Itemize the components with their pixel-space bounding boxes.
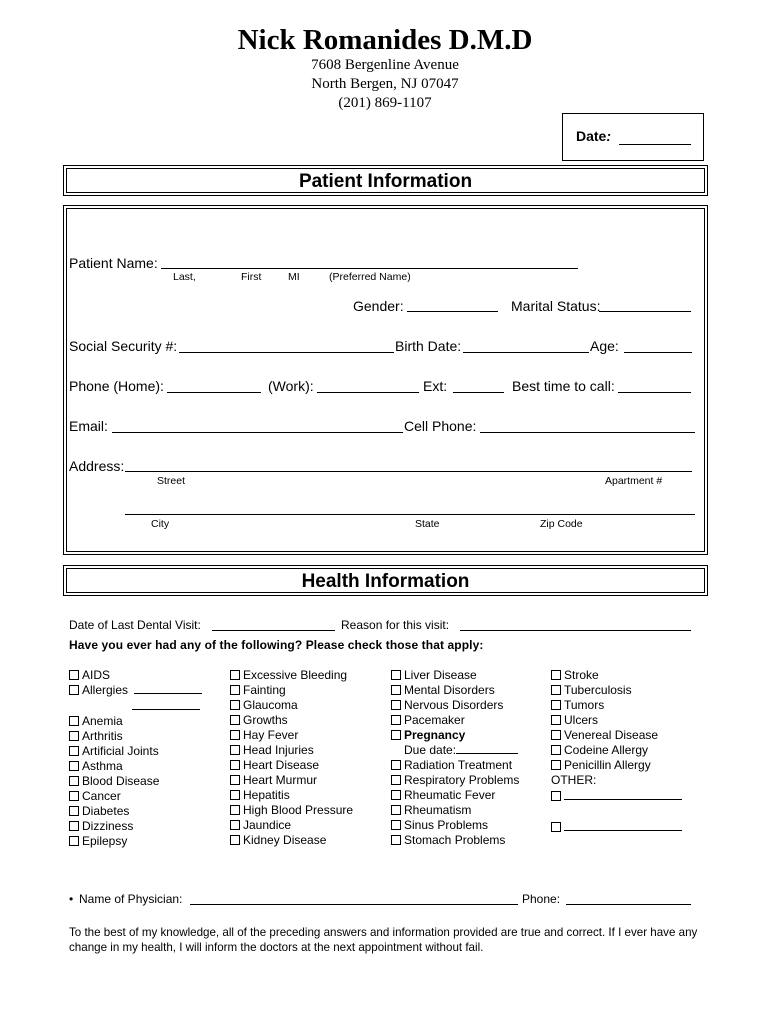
patient-name-label: Patient Name: <box>69 255 158 271</box>
checkbox-icon[interactable] <box>551 685 561 695</box>
condition-tumors[interactable]: Tumors <box>551 698 682 713</box>
sub-label-street: Street <box>157 475 186 487</box>
checkbox-icon[interactable] <box>551 730 561 740</box>
phone-home-field[interactable] <box>167 392 261 393</box>
checkbox-icon[interactable] <box>230 775 240 785</box>
condition-glaucoma[interactable]: Glaucoma <box>230 698 353 713</box>
conditions-col-4 <box>551 668 682 835</box>
sub-label-city: City <box>151 518 170 530</box>
best-time-label: Best time to call: <box>512 378 615 394</box>
marital-status-label: Marital Status: <box>511 298 601 314</box>
condition-heart-murmur[interactable]: Heart Murmur <box>230 773 353 788</box>
sub-label-state: State <box>415 518 440 530</box>
condition-pacemaker[interactable]: Pacemaker <box>391 713 519 728</box>
gender-label: Gender: <box>353 298 404 314</box>
checkbox-icon[interactable] <box>391 790 401 800</box>
condition-rheumatic-fever[interactable]: Rheumatic Fever <box>391 788 519 803</box>
reason-field[interactable] <box>460 630 691 631</box>
checkbox-icon[interactable] <box>391 685 401 695</box>
address-label: Address: <box>69 458 125 474</box>
condition-growths[interactable]: Growths <box>230 713 353 728</box>
condition-venereal-disease[interactable]: Venereal Disease <box>551 728 682 743</box>
other-field-2[interactable] <box>564 819 682 831</box>
checkbox-icon[interactable] <box>69 746 79 756</box>
checkbox-icon[interactable] <box>391 760 401 770</box>
condition-diabetes[interactable]: Diabetes <box>69 804 202 819</box>
phone-home-label: Phone (Home): <box>69 378 164 394</box>
other-condition-1[interactable] <box>551 788 682 804</box>
sub-label-zip: Zip Code <box>540 518 583 530</box>
checkbox-icon[interactable] <box>551 791 561 801</box>
condition-radiation-treatment[interactable]: Radiation Treatment <box>391 758 519 773</box>
condition-penicillin-allergy[interactable]: Penicillin Allergy <box>551 758 682 773</box>
checkbox-icon[interactable] <box>551 745 561 755</box>
checkbox-icon[interactable] <box>230 700 240 710</box>
checkbox-icon[interactable] <box>551 822 561 832</box>
condition-rheumatism[interactable]: Rheumatism <box>391 803 519 818</box>
checkbox-icon[interactable] <box>391 805 401 815</box>
physician-field[interactable] <box>190 904 518 905</box>
condition-hay-fever[interactable]: Hay Fever <box>230 728 353 743</box>
checkbox-icon[interactable] <box>69 791 79 801</box>
other-field-1[interactable] <box>564 788 682 800</box>
condition-asthma[interactable]: Asthma <box>69 759 202 774</box>
condition-arthritis[interactable]: Arthritis <box>69 729 202 744</box>
checkbox-icon[interactable] <box>391 730 401 740</box>
checkbox-icon[interactable] <box>230 760 240 770</box>
checkbox-icon[interactable] <box>391 715 401 725</box>
checkbox-icon[interactable] <box>391 775 401 785</box>
spacer <box>551 804 682 819</box>
checkbox-icon[interactable] <box>69 836 79 846</box>
age-field[interactable] <box>624 352 692 353</box>
condition-nervous-disorders[interactable]: Nervous Disorders <box>391 698 519 713</box>
condition-aids[interactable]: AIDS <box>69 668 202 683</box>
last-visit-label: Date of Last Dental Visit: <box>69 618 201 632</box>
cell-phone-label: Cell Phone: <box>404 418 477 434</box>
city-state-zip-field[interactable] <box>125 514 695 515</box>
condition-fainting[interactable]: Fainting <box>230 683 353 698</box>
email-field[interactable] <box>112 432 403 433</box>
physician-phone-label: Phone: <box>522 892 561 906</box>
email-label: Email: <box>69 418 108 434</box>
date-label: Date: <box>576 128 612 144</box>
condition-sinus-problems[interactable]: Sinus Problems <box>391 818 519 833</box>
sub-label-mi: MI <box>288 271 300 283</box>
checkbox-icon[interactable] <box>69 776 79 786</box>
ext-field[interactable] <box>453 392 504 393</box>
conditions-col-2 <box>230 668 353 848</box>
checkbox-icon[interactable] <box>230 670 240 680</box>
phone-work-label: (Work): <box>268 378 314 394</box>
checkbox-icon[interactable] <box>230 685 240 695</box>
checkbox-icon[interactable] <box>551 700 561 710</box>
checkbox-icon[interactable] <box>230 730 240 740</box>
condition-pregnancy[interactable]: Pregnancy <box>391 728 519 743</box>
condition-kidney-disease[interactable]: Kidney Disease <box>230 833 353 848</box>
sub-label-apartment: Apartment # <box>605 475 663 487</box>
date-box <box>562 113 704 161</box>
checkbox-icon[interactable] <box>230 790 240 800</box>
condition-stomach-problems[interactable]: Stomach Problems <box>391 833 519 848</box>
condition-dizziness[interactable]: Dizziness <box>69 819 202 834</box>
condition-mental-disorders[interactable]: Mental Disorders <box>391 683 519 698</box>
age-label: Age: <box>590 338 619 354</box>
phone-work-field[interactable] <box>317 392 419 393</box>
ssn-label: Social Security #: <box>69 338 178 354</box>
other-condition-2[interactable] <box>551 819 682 835</box>
condition-allergies[interactable]: Allergies <box>69 683 202 698</box>
address-line-1: 7608 Bergenline Avenue <box>311 57 459 73</box>
checkbox-icon[interactable] <box>391 670 401 680</box>
marital-status-field[interactable] <box>599 311 691 312</box>
allergies-field-2[interactable] <box>132 698 200 710</box>
checkbox-icon[interactable] <box>230 805 240 815</box>
conditions-question: Have you ever had any of the following? Please check those that apply: <box>69 638 484 652</box>
checkbox-icon[interactable] <box>69 806 79 816</box>
conditions-col-1 <box>69 668 202 849</box>
ssn-field[interactable] <box>179 352 394 353</box>
checkbox-icon[interactable] <box>69 821 79 831</box>
condition-blood-disease[interactable]: Blood Disease <box>69 774 202 789</box>
checkbox-icon[interactable] <box>551 715 561 725</box>
physician-label: Name of Physician: <box>79 892 183 906</box>
birth-date-label: Birth Date: <box>395 338 462 354</box>
patient-name-field[interactable] <box>161 268 578 269</box>
due-date-field[interactable] <box>456 753 518 754</box>
birth-date-field[interactable] <box>463 352 589 353</box>
condition-cancer[interactable]: Cancer <box>69 789 202 804</box>
condition-tuberculosis[interactable]: Tuberculosis <box>551 683 682 698</box>
checkbox-icon[interactable] <box>391 820 401 830</box>
condition-stroke[interactable]: Stroke <box>551 668 682 683</box>
condition-head-injuries[interactable]: Head Injuries <box>230 743 353 758</box>
checkbox-icon[interactable] <box>69 685 79 695</box>
address-line-2: North Bergen, NJ 07047 <box>311 76 459 92</box>
checkbox-icon[interactable] <box>69 670 79 680</box>
condition-codeine-allergy[interactable]: Codeine Allergy <box>551 743 682 758</box>
bullet-icon: • <box>69 892 74 906</box>
conditions-col-3 <box>391 668 519 848</box>
gender-field[interactable] <box>407 311 498 312</box>
condition-jaundice[interactable]: Jaundice <box>230 818 353 833</box>
condition-hepatitis[interactable]: Hepatitis <box>230 788 353 803</box>
other-label: OTHER: <box>551 773 597 787</box>
sub-label-first: First <box>241 271 262 283</box>
allergies-field[interactable] <box>134 693 202 694</box>
checkbox-icon[interactable] <box>69 761 79 771</box>
last-visit-field[interactable] <box>212 630 335 631</box>
checkbox-icon[interactable] <box>391 835 401 845</box>
allergies-extra-line[interactable] <box>69 698 202 714</box>
street-field[interactable] <box>125 471 692 472</box>
sub-label-preferred: (Preferred Name) <box>329 271 411 283</box>
checkbox-icon[interactable] <box>551 670 561 680</box>
checkbox-icon[interactable] <box>69 716 79 726</box>
patient-info-header: Patient Information <box>63 165 708 196</box>
checkbox-icon[interactable] <box>230 745 240 755</box>
statement: To the best of my knowledge, all of the preceding answers and information provided are true and correct. If I ever have any change in my health, I will inform the doctors at the next appointment without fail. <box>69 926 698 954</box>
pregnancy-due-date[interactable]: Due date: <box>391 743 519 758</box>
condition-epilepsy[interactable]: Epilepsy <box>69 834 202 849</box>
physician-phone-field[interactable] <box>566 904 691 905</box>
condition-artificial-joints[interactable]: Artificial Joints <box>69 744 202 759</box>
checkbox-icon[interactable] <box>69 731 79 741</box>
checkbox-icon[interactable] <box>230 715 240 725</box>
practice-name: Nick Romanides D.M.D <box>237 24 533 56</box>
reason-label: Reason for this visit: <box>341 618 450 632</box>
condition-anemia[interactable]: Anemia <box>69 714 202 729</box>
best-time-field[interactable] <box>618 392 691 393</box>
condition-liver-disease[interactable]: Liver Disease <box>391 668 519 683</box>
checkbox-icon[interactable] <box>391 700 401 710</box>
condition-excessive-bleeding[interactable]: Excessive Bleeding <box>230 668 353 683</box>
condition-ulcers[interactable]: Ulcers <box>551 713 682 728</box>
condition-heart-disease[interactable]: Heart Disease <box>230 758 353 773</box>
health-info-header: Health Information <box>63 565 708 596</box>
checkbox-icon[interactable] <box>230 835 240 845</box>
condition-high-blood-pressure[interactable]: High Blood Pressure <box>230 803 353 818</box>
ext-label: Ext: <box>423 378 448 394</box>
checkbox-icon[interactable] <box>230 820 240 830</box>
condition-respiratory-problems[interactable]: Respiratory Problems <box>391 773 519 788</box>
cell-phone-field[interactable] <box>480 432 695 433</box>
practice-phone: (201) 869-1107 <box>338 95 432 111</box>
date-field[interactable] <box>619 144 691 145</box>
sub-label-last: Last, <box>173 271 196 283</box>
checkbox-icon[interactable] <box>551 760 561 770</box>
